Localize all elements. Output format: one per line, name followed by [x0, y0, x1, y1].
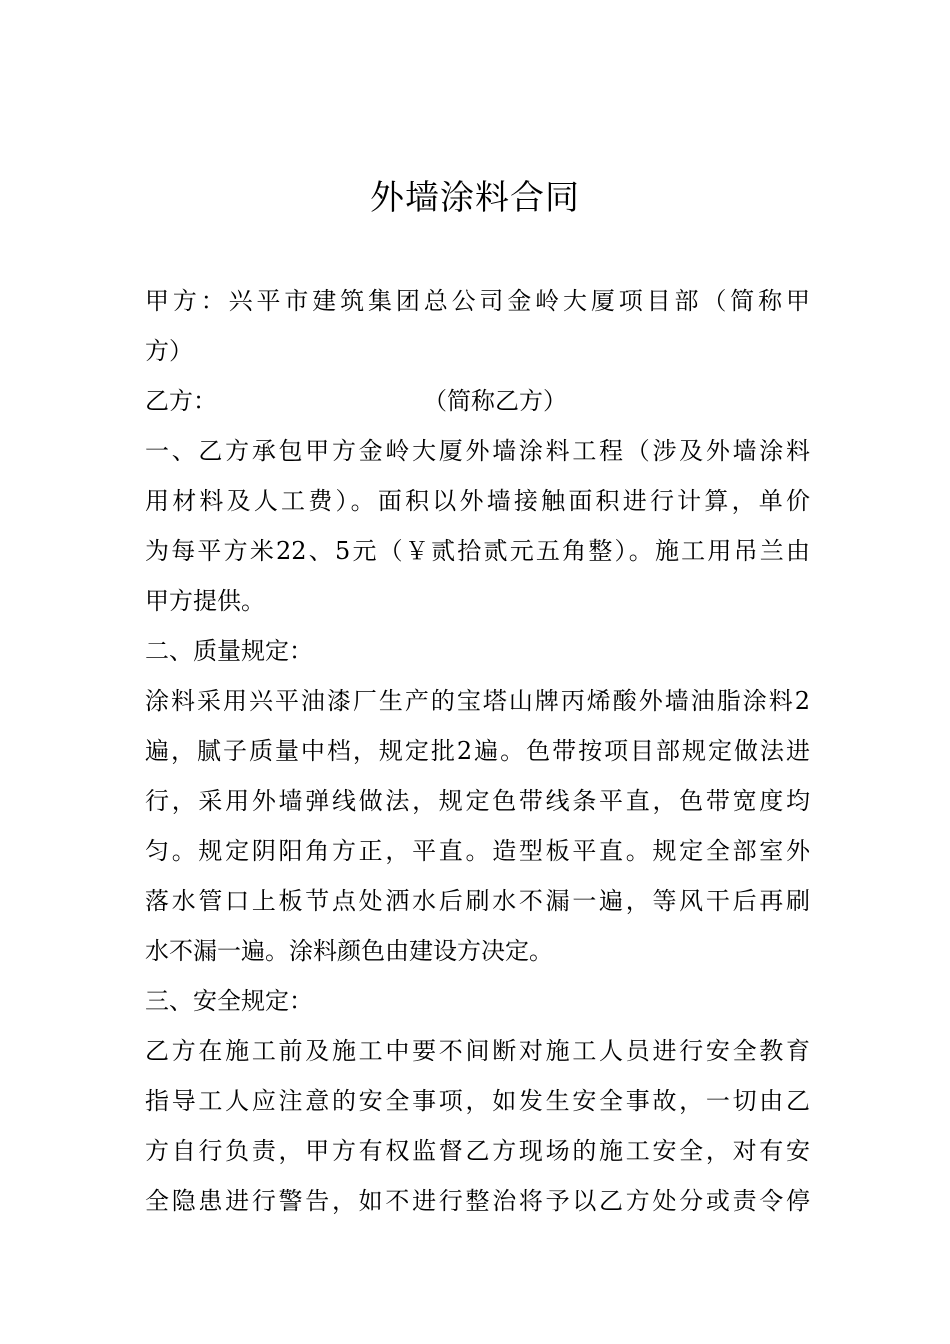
section2-line-2: 遍，腻子质量中档，规定批2遍。色带按项目部规定做法进: [145, 737, 810, 765]
party-a-line-2: 方）: [145, 337, 193, 365]
party-b-label: 乙方：: [145, 387, 217, 415]
section3-line-3: 方自行负责，甲方有权监督乙方现场的施工安全，对有安: [145, 1137, 810, 1165]
section1-line-3: 为每平方米22、5元（￥贰拾贰元五角整）。施工用吊兰由: [145, 537, 810, 565]
section2-line-1: 涂料采用兴平油漆厂生产的宝塔山牌丙烯酸外墙油脂涂料2: [145, 687, 810, 715]
section2-line-3: 行，采用外墙弹线做法，规定色带线条平直，色带宽度均: [145, 787, 810, 815]
contract-body: [145, 276, 810, 1226]
party-b-line: [145, 376, 810, 426]
section2-heading: 二、质量规定：: [145, 637, 313, 665]
section1-line-2: 用材料及人工费）。面积以外墙接触面积进行计算，单价: [145, 487, 810, 515]
section3-line-4: 全隐患进行警告，如不进行整治将予以乙方处分或责令停: [145, 1187, 810, 1215]
document-title: 外墙涂料合同: [370, 178, 580, 218]
section3-heading: 三、安全规定：: [145, 987, 313, 1015]
section3-line-2: 指导工人应注意的安全事项，如发生安全事故，一切由乙: [145, 1087, 810, 1115]
party-b-suffix: （简称乙方）: [423, 387, 567, 415]
section1-line-1: 一、乙方承包甲方金岭大厦外墙涂料工程（涉及外墙涂料: [145, 437, 810, 465]
section1-line-4: 甲方提供。: [145, 587, 265, 615]
section2-line-6: 水不漏一遍。涂料颜色由建设方决定。: [145, 937, 553, 965]
party-a-line-1: 甲方：兴平市建筑集团总公司金岭大厦项目部（简称甲: [145, 287, 810, 315]
section2-line-4: 匀。规定阴阳角方正，平直。造型板平直。规定全部室外: [145, 837, 810, 865]
section2-line-5: 落水管口上板节点处洒水后刷水不漏一遍，等风干后再刷: [145, 887, 810, 915]
section3-line-1: 乙方在施工前及施工中要不间断对施工人员进行安全教育: [145, 1037, 810, 1065]
